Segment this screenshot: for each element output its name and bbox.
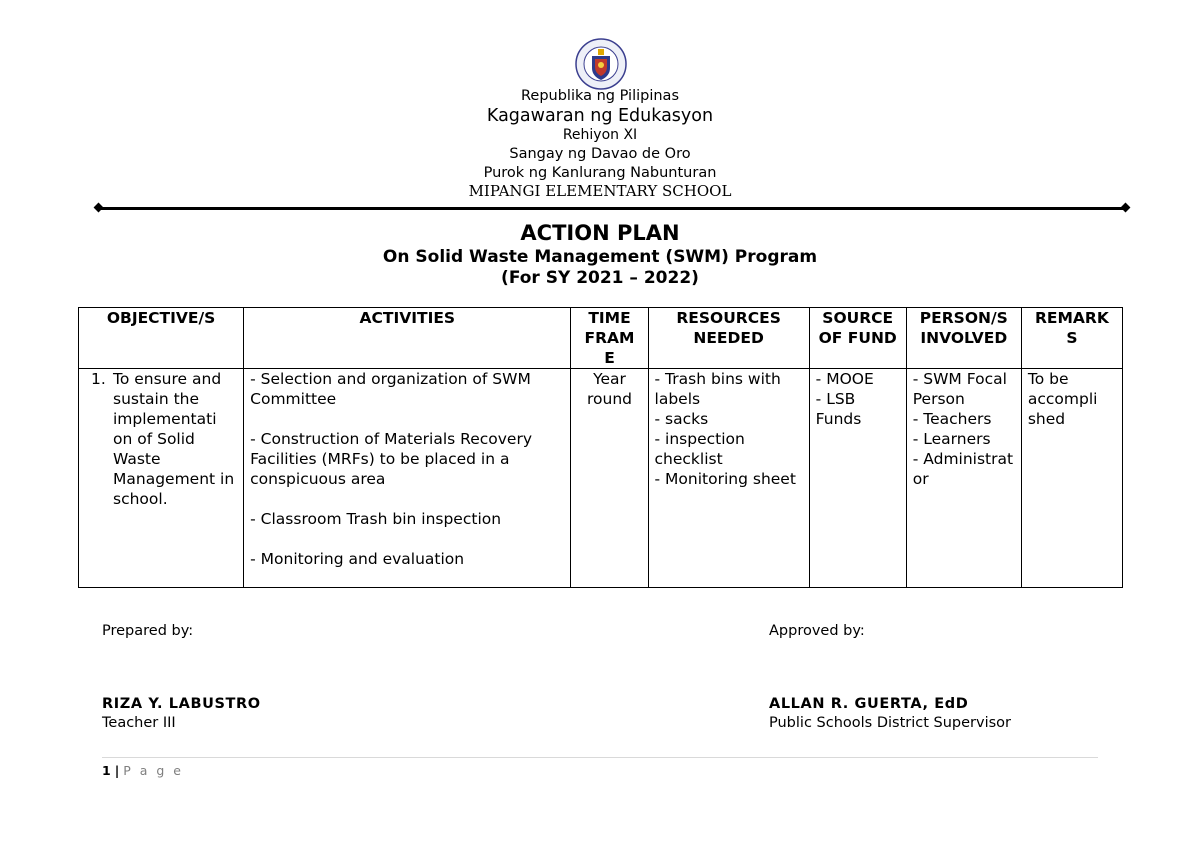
objective-number: 1. [91,370,106,388]
document-title: ACTION PLAN [520,221,680,245]
prepared-by-label: Prepared by: [102,623,194,639]
activity-item: - Classroom Trash bin inspection [250,510,502,528]
resource-item: - inspection checklist [654,430,750,468]
activity-item: - Monitoring and evaluation [250,550,465,568]
divider-left-diamond [94,203,104,213]
fund-item: - LSB Funds [815,390,862,428]
action-plan-table [78,307,1123,588]
objective-text: To ensure and sustain the implementati on of Solid Waste Management in school. [113,370,235,508]
col-resources: RESOURCES NEEDED [648,308,809,369]
page-footer [102,763,184,778]
approved-by-name: ALLAN R. GUERTA, EdD [769,696,969,712]
prepared-by-name: RIZA Y. LABUSTRO [102,696,261,712]
col-remarks: REMARK S [1021,308,1122,369]
col-source-fund: SOURCE OF FUND [809,308,906,369]
resource-item: - Monitoring sheet [654,470,796,488]
col-activities: ACTIVITIES [244,308,571,369]
resource-item: - sacks [654,410,709,428]
fund-cell [809,369,906,588]
person-item: - Administrat or [912,450,1019,488]
person-item: - Teachers [912,410,992,428]
department-text: Kagawaran ng Edukasyon [486,106,714,126]
document-subtitle: On Solid Waste Management (SWM) Program [382,247,818,267]
resource-item: - Trash bins with labels [654,370,786,408]
school-year: (For SY 2021 – 2022) [501,268,699,288]
approved-by-title: Public Schools District Supervisor [769,715,1011,731]
resources-cell [648,369,809,588]
activities-cell [244,369,571,588]
activity-item: - Selection and organization of SWM Committee [250,370,531,408]
division-text: Sangay ng Davao de Oro [509,146,691,162]
prepared-by-title: Teacher III [102,715,176,731]
page-separator: | [114,763,120,778]
col-persons: PERSON/S INVOLVED [906,308,1021,369]
footer-divider [102,757,1098,758]
col-objectives: OBJECTIVE/S [79,308,244,369]
header-divider [98,207,1126,210]
republic-text: Republika ng Pilipinas [520,88,679,104]
activity-item: - Construction of Materials Recovery Facilities (MRFs) to be placed in a conspicuous area [250,430,533,488]
approved-by-label: Approved by: [769,623,865,639]
person-item: - SWM Focal Person [912,370,1012,408]
deped-seal-icon [575,38,627,90]
col-time-frame: TIME FRAM E [571,308,648,369]
region-text: Rehiyon XI [562,127,638,143]
objective-cell [79,369,244,588]
page-label: P a g e [123,763,184,778]
table-header-row [79,308,1123,369]
fund-item: - MOOE [815,370,874,388]
table-row [79,369,1123,588]
divider-right-diamond [1121,203,1131,213]
person-item: - Learners [912,430,991,448]
persons-cell [906,369,1021,588]
page-number: 1 [102,763,111,778]
remarks-cell: To be accompli shed [1021,369,1122,588]
time-frame-cell: Year round [571,369,648,588]
district-text: Purok ng Kanlurang Nabunturan [483,165,717,181]
school-name: MIPANGI ELEMENTARY SCHOOL [468,182,732,200]
